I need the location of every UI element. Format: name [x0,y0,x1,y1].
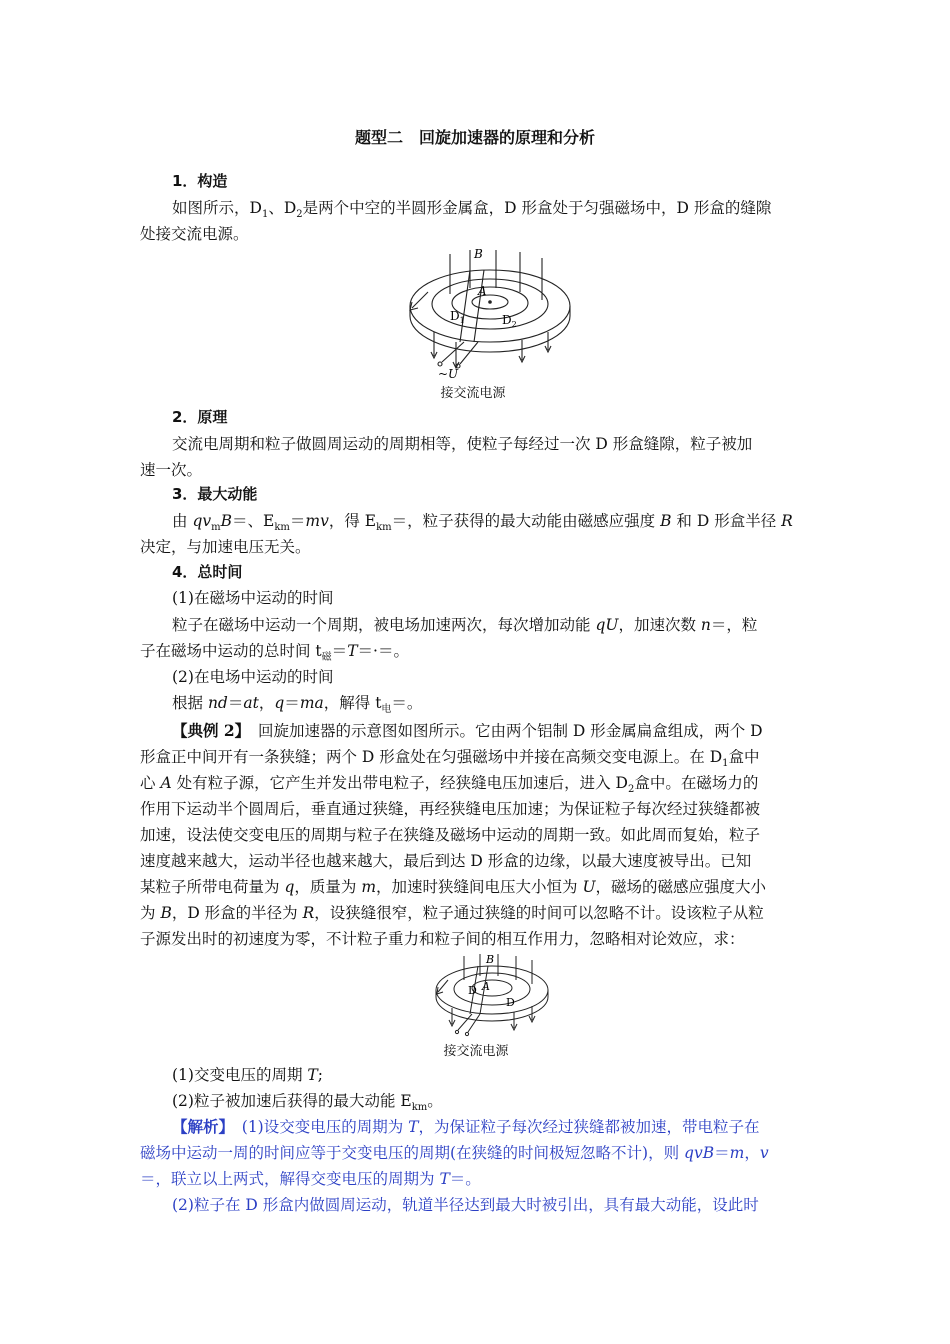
paragraph-line: 由 $qv_mB=$、$E_{km}=mv$，得 $E_{km}=$，粒子获得的最大动能由磁感应强度 B 和 D 形盒半径 R [172,512,793,534]
paragraph-line: 决定，与加速电压无关。 [140,538,311,556]
paragraph-line: 根据 nd＝at，q＝ma，解得 $t_电=$。 [172,694,423,716]
paragraph-line: 子源发出时的初速度为零，不计粒子重力和粒子间的相互作用力，忽略相对论效应，求： [140,930,745,948]
solution-line: ＝，联立以上两式，解得交变电压的周期为 T＝。 [140,1170,481,1188]
question-2: (2)粒子被加速后获得的最大动能 $E_{km}$。 [172,1092,443,1114]
paragraph-line: 交流电周期和粒子做圆周运动的周期相等，使粒子每经过一次 D 形盒缝隙，粒子被加 [172,435,753,453]
label-b: B [474,247,483,261]
paragraph-line: 某粒子所带电荷量为 q，质量为 m，加速时狭缝间电压大小恒为 U，磁场的磁感应强度大小 [140,878,767,896]
label-d2: D [506,996,515,1009]
paragraph-line: 子在磁场中运动的总时间 $t_磁=T=\cdot=$。 [140,642,409,664]
paragraph-line: 速一次。 [140,461,203,479]
paragraph-line: 粒子在磁场中运动一个周期，被电场加速两次，每次增加动能 qU，加速次数 n＝，粒 [172,616,758,634]
paragraph-line: 心 A 处有粒子源，它产生并发出带电粒子，经狭缝电压加速后，进入 $D_2$盒中。在磁场力的 [140,774,759,796]
question-1: (1)交变电压的周期 T; [172,1066,323,1084]
label-a: A [478,284,487,298]
figure-1-caption: 接交流电源 [440,386,506,401]
label-a: A [482,980,490,993]
subheading-line: (1)在磁场中运动的时间 [172,589,334,607]
section-heading-max-energy: 3．最大动能 [172,485,258,503]
section-heading-structure: 1．构造 [172,172,228,190]
label-d1: $D_1$ [450,309,465,325]
paragraph-line: 速度越来越大，运动半径也越来越大，最后到达 D 形盒的边缘，以最大速度被导出。已知 [140,852,752,870]
solution-label: 【解析】 [172,1117,227,1136]
subheading-line: (2)在电场中运动的时间 [172,668,334,686]
paragraph-line: 处接交流电源。 [140,225,249,243]
cyclotron-figure-2 [428,950,558,1042]
paragraph-line: 加速，设法使交变电压的周期与粒子在狭缝及磁场中运动的周期一致。如此周而复始，粒子 [140,826,761,844]
example-label: 【典例 2】 [172,721,243,740]
section-heading-total-time: 4．总时间 [172,563,243,581]
figure-2-caption: 接交流电源 [443,1044,509,1059]
cyclotron-figure-1 [398,244,582,384]
paragraph-line: 形盒正中间开有一条狭缝；两个 D 形盒处在匀强磁场中并接在高频交变电源上。在 $D_1$盒中 [140,748,760,770]
label-voltage: ~U [438,367,459,381]
solution-line: (2)粒子在 D 形盒内做圆周运动，轨道半径达到最大时被引出，具有最大动能，设此时 [172,1196,759,1214]
label-d2: $D_2$ [502,313,517,329]
page-title: 题型二 回旋加速器的原理和分析 [354,128,595,147]
solution-line: 【解析】 (1)设交变电压的周期为 T，为保证粒子每次经过狭缝都被加速，带电粒子在 [172,1117,760,1136]
label-d1: D [468,984,477,997]
paragraph-line: 为 B，D 形盒的半径为 R，设狭缝很窄，粒子通过狭缝的时间可以忽略不计。设该粒子从粒 [140,904,764,922]
paragraph-line: 如图所示，$D_1$、$D_2$是两个中空的半圆形金属盒，D 形盒处于匀强磁场中，D 形盒的缝隙 [172,199,772,221]
section-heading-principle: 2．原理 [172,408,228,426]
paragraph-line: 作用下运动半个圆周后，垂直通过狭缝，再经狭缝电压加速；为保证粒子每次经过狭缝都被 [140,800,761,818]
solution-line: 磁场中运动一周的时间应等于交变电压的周期(在狭缝的时间极短忽略不计)，则 qvB＝m，v [140,1144,769,1162]
label-b: B [486,953,495,966]
paragraph-line: 【典例 2】 回旋加速器的示意图如图所示。它由两个铝制 D 形金属扁盒组成，两个 D [172,721,763,740]
